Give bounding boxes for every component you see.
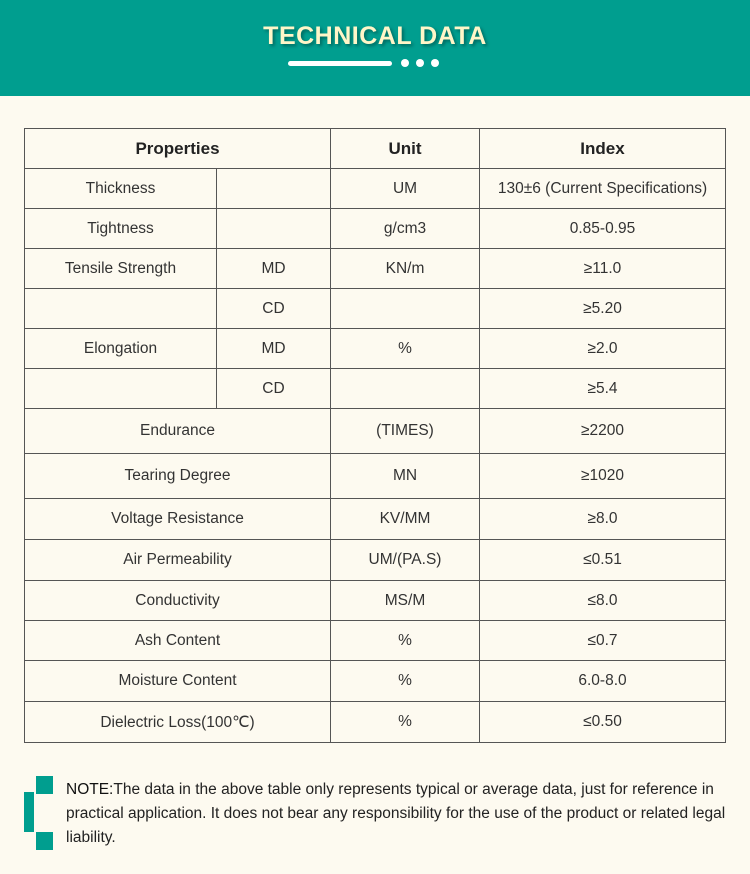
table-row bbox=[25, 661, 726, 702]
header-index: Index bbox=[480, 129, 726, 169]
index-cell: ≥2200 bbox=[480, 409, 726, 454]
property-cell: Tensile Strength bbox=[25, 249, 217, 289]
property-cell: Dielectric Loss(100℃) bbox=[25, 702, 331, 743]
sub-cell: MD bbox=[217, 329, 331, 369]
index-cell: 130±6 (Current Specifications) bbox=[480, 169, 726, 209]
property-cell: Tearing Degree bbox=[25, 454, 331, 499]
unit-cell bbox=[331, 289, 480, 329]
unit-cell: KN/m bbox=[331, 249, 480, 289]
table-row bbox=[25, 289, 726, 329]
table-row bbox=[25, 454, 726, 499]
unit-cell: UM bbox=[331, 169, 480, 209]
unit-cell: MN bbox=[331, 454, 480, 499]
index-cell: ≥2.0 bbox=[480, 329, 726, 369]
table-row bbox=[25, 329, 726, 369]
title-dot bbox=[416, 59, 424, 67]
header-unit: Unit bbox=[331, 129, 480, 169]
header-banner bbox=[0, 0, 750, 96]
index-cell: ≤8.0 bbox=[480, 581, 726, 621]
bracket-decoration bbox=[24, 792, 34, 832]
property-cell: Voltage Resistance bbox=[25, 499, 331, 540]
property-cell: Ash Content bbox=[25, 621, 331, 661]
note-label: NOTE: bbox=[66, 781, 114, 798]
table-row bbox=[25, 169, 726, 209]
property-cell: Endurance bbox=[25, 409, 331, 454]
bracket-decoration bbox=[36, 776, 53, 794]
property-cell: Air Permeability bbox=[25, 540, 331, 581]
index-cell: ≥8.0 bbox=[480, 499, 726, 540]
note-body: The data in the above table only represents typical or average data, just for reference in practical application. It does not bear any responsibility for the use of the product or related legal liability. bbox=[66, 781, 726, 846]
table-row bbox=[25, 499, 726, 540]
index-cell: ≥5.20 bbox=[480, 289, 726, 329]
table-header-row bbox=[25, 129, 726, 169]
table-row bbox=[25, 409, 726, 454]
unit-cell: % bbox=[331, 621, 480, 661]
unit-cell: % bbox=[331, 661, 480, 702]
property-cell: Thickness bbox=[25, 169, 217, 209]
table-row bbox=[25, 369, 726, 409]
table-row bbox=[25, 581, 726, 621]
technical-data-table bbox=[24, 128, 726, 743]
index-cell: ≥1020 bbox=[480, 454, 726, 499]
header-properties: Properties bbox=[25, 129, 331, 169]
property-cell: Moisture Content bbox=[25, 661, 331, 702]
unit-cell: % bbox=[331, 329, 480, 369]
index-cell: ≥11.0 bbox=[480, 249, 726, 289]
unit-cell bbox=[331, 369, 480, 409]
unit-cell: (TIMES) bbox=[331, 409, 480, 454]
title-underline bbox=[288, 61, 392, 66]
sub-cell: CD bbox=[217, 369, 331, 409]
table-row bbox=[25, 209, 726, 249]
property-cell bbox=[25, 289, 217, 329]
index-cell: 6.0-8.0 bbox=[480, 661, 726, 702]
unit-cell: UM/(PA.S) bbox=[331, 540, 480, 581]
sub-cell: CD bbox=[217, 289, 331, 329]
title-dot bbox=[431, 59, 439, 67]
table-row bbox=[25, 621, 726, 661]
property-cell: Conductivity bbox=[25, 581, 331, 621]
table-row bbox=[25, 249, 726, 289]
unit-cell: KV/MM bbox=[331, 499, 480, 540]
sub-cell bbox=[217, 169, 331, 209]
note-section bbox=[24, 776, 724, 850]
table-row bbox=[25, 540, 726, 581]
index-cell: ≤0.51 bbox=[480, 540, 726, 581]
bracket-decoration bbox=[36, 832, 53, 850]
sub-cell bbox=[217, 209, 331, 249]
note-text bbox=[66, 778, 726, 850]
page-title: TECHNICAL DATA bbox=[263, 22, 487, 50]
index-cell: ≤0.50 bbox=[480, 702, 726, 743]
sub-cell: MD bbox=[217, 249, 331, 289]
title-dot bbox=[401, 59, 409, 67]
unit-cell: g/cm3 bbox=[331, 209, 480, 249]
table-row bbox=[25, 702, 726, 743]
property-cell: Tightness bbox=[25, 209, 217, 249]
unit-cell: % bbox=[331, 702, 480, 743]
index-cell: 0.85-0.95 bbox=[480, 209, 726, 249]
index-cell: ≤0.7 bbox=[480, 621, 726, 661]
property-cell bbox=[25, 369, 217, 409]
index-cell: ≥5.4 bbox=[480, 369, 726, 409]
unit-cell: MS/M bbox=[331, 581, 480, 621]
property-cell: Elongation bbox=[25, 329, 217, 369]
